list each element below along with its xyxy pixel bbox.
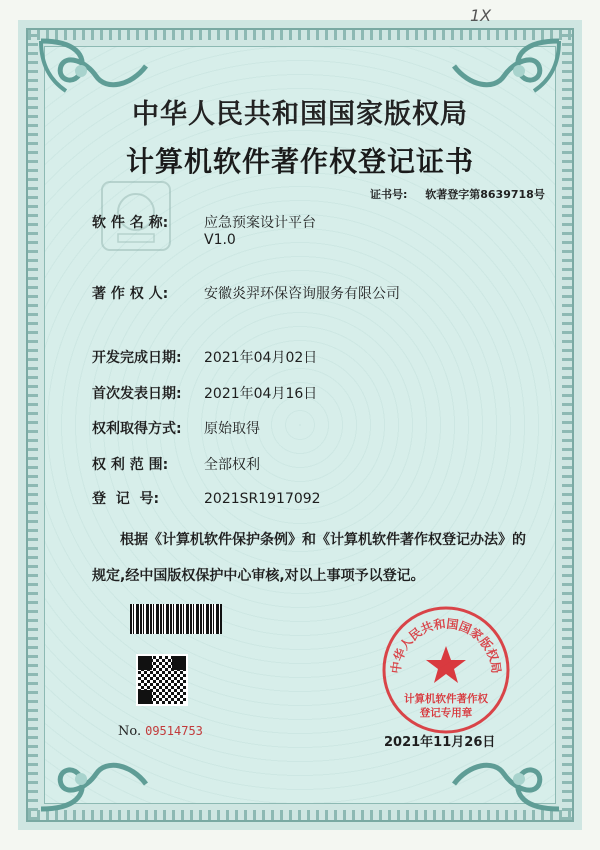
field-value: 原始取得 [204, 421, 260, 437]
field-copyright-holder [92, 283, 400, 303]
certificate-number-label: 证书号: [370, 188, 408, 201]
field-label: 开发完成日期: [92, 350, 182, 366]
issue-date: 2021年11月26日 [384, 735, 496, 750]
field-label: 权利取得方式: [92, 421, 182, 437]
certificate-number [370, 186, 545, 202]
qr-code-icon [136, 654, 188, 706]
field-label: 登 记 号: [92, 491, 160, 507]
field-publication-date [92, 383, 317, 403]
certificate-number-value: 软著登字第8639718号 [425, 188, 545, 201]
field-scope-of-rights [92, 454, 260, 474]
corner-ornament-icon [36, 744, 156, 814]
serial-value: 09514753 [145, 724, 203, 738]
field-value: 2021年04月16日 [204, 386, 318, 402]
field-label: 权 利 范 围: [92, 457, 169, 473]
barcode-icon [130, 604, 222, 634]
statement-line-2: 规定,经中国版权保护中心审核,对以上事项予以登记。 [92, 568, 425, 584]
serial-number [118, 724, 203, 739]
field-label: 著 作 权 人: [92, 286, 169, 302]
field-label: 首次发表日期: [92, 386, 182, 402]
field-value-version: V1.0 [204, 232, 236, 248]
field-value: 全部权利 [204, 457, 260, 473]
svg-text:计算机软件著作权: 计算机软件著作权 [404, 693, 488, 705]
svg-text:登记专用章: 登记专用章 [419, 707, 473, 719]
official-seal-icon [380, 604, 512, 736]
certificate-title: 计算机软件著作权登记证书 [125, 145, 474, 178]
serial-label: No. [118, 724, 142, 739]
issuing-authority: 中华人民共和国国家版权局 [132, 99, 468, 130]
field-development-date [92, 347, 317, 367]
corner-ornament-icon [444, 744, 564, 814]
field-software-name [92, 212, 316, 248]
field-acquisition-method [92, 418, 260, 438]
field-value: 2021年04月02日 [204, 350, 318, 366]
field-value: 2021SR1917092 [204, 491, 321, 507]
field-label: 软 件 名 称: [92, 215, 169, 231]
statement-line-1: 根据《计算机软件保护条例》和《计算机软件著作权登记办法》的 [120, 532, 526, 548]
handwritten-mark: 1X [470, 6, 492, 25]
svg-text:中华人民共和国国家版权局: 中华人民共和国国家版权局 [388, 616, 504, 675]
field-registration-number [92, 488, 321, 508]
field-value: 安徽炎羿环保咨询服务有限公司 [204, 286, 400, 302]
field-value: 应急预案设计平台 [204, 215, 316, 231]
